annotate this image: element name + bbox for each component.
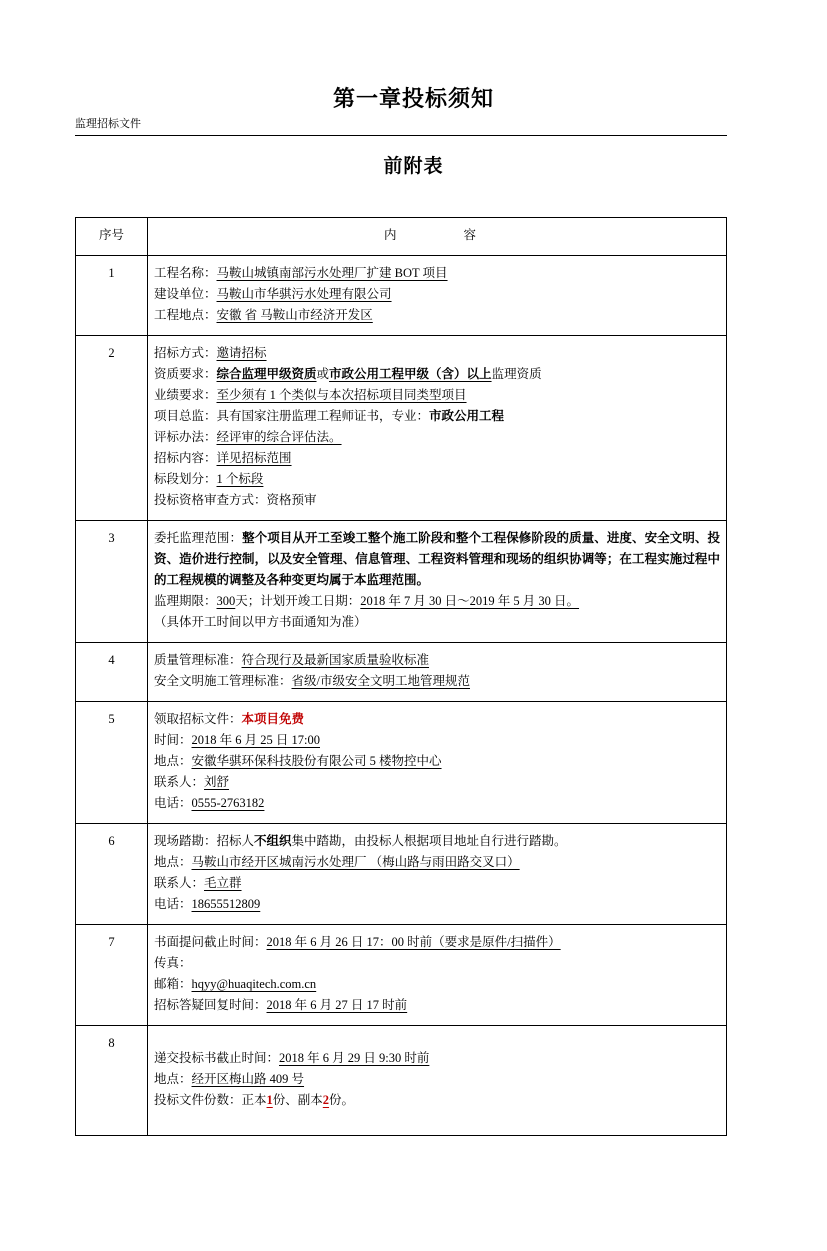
site-visit-phone-line [154, 894, 720, 915]
column-header-no: 序号 [76, 218, 148, 256]
page-subtitle: 前附表 [383, 156, 444, 177]
site-visit-contact-label: 联系人： [154, 876, 205, 890]
document-fee-value: 本项目免费 [241, 712, 305, 726]
supervision-period-value: 300 [216, 594, 236, 608]
column-header-content: 内 容 [148, 218, 727, 256]
row-content [148, 824, 727, 925]
qualification-value-a: 综合监理甲级资质 [216, 367, 317, 381]
chief-engineer-label: 项目总监： [154, 409, 217, 423]
scope-text: 整个项目从开工至竣工整个施工阶段和整个工程保修阶段的质量、进度、安全文明、投资、造价进行控制，以及安全管理、信息管理、工程资料管理和现场的组织协调等；在工程实施过程中的工程规模的调整及各种变更均属于本监理范围。 [154, 531, 720, 587]
table-row [76, 643, 727, 702]
site-visit-contact-line [154, 873, 720, 894]
safety-standard-line [154, 671, 720, 692]
quality-standard-line [154, 650, 720, 671]
evaluation-method-value: 经评审的综合评估法。 [216, 430, 342, 444]
site-visit-phone-label: 电话： [154, 897, 192, 911]
bid-method-label: 招标方式： [154, 346, 217, 360]
bid-notice-table [75, 217, 727, 1136]
supervision-date-value: 2018 年 7 月 30 日～2019 年 5 月 30 日。 [360, 594, 580, 608]
email-value: hqyy@huaqitech.com.cn [191, 977, 317, 991]
bid-content-line [154, 448, 720, 469]
row-content [148, 702, 727, 824]
answer-time-line [154, 995, 720, 1016]
pickup-contact-label: 联系人： [154, 775, 205, 789]
pickup-time-label: 时间： [154, 733, 192, 747]
document-page [0, 82, 827, 1251]
copies-duplicate-label: 份、副本 [272, 1093, 323, 1107]
safety-standard-label: 安全文明施工管理标准： [154, 674, 292, 688]
performance-label: 业绩要求： [154, 388, 217, 402]
table-row [76, 336, 727, 521]
row-content [148, 1026, 727, 1136]
row-number: 4 [76, 643, 148, 702]
row-content [148, 643, 727, 702]
prequalification-line [154, 490, 720, 511]
owner-label: 建设单位： [154, 287, 217, 301]
question-deadline-line [154, 932, 720, 953]
row-number: 6 [76, 824, 148, 925]
table-row [76, 925, 727, 1026]
owner-line [154, 284, 720, 305]
chief-engineer-value: 具有国家注册监理工程师证书，专业： [216, 409, 430, 423]
site-visit-label: 现场踏勘： [154, 834, 217, 848]
pickup-time-value: 2018 年 6 月 25 日 17:00 [191, 733, 320, 747]
performance-value: 至少须有 1 个类似与本次招标项目同类型项目 [216, 388, 467, 402]
pickup-place-line [154, 751, 720, 772]
email-line [154, 974, 720, 995]
quality-standard-label: 质量管理标准： [154, 653, 242, 667]
pickup-phone-label: 电话： [154, 796, 192, 810]
bid-content-label: 招标内容： [154, 451, 217, 465]
row-number: 3 [76, 521, 148, 643]
evaluation-method-line [154, 427, 720, 448]
site-visit-place-line [154, 852, 720, 873]
fax-line [154, 953, 720, 974]
row-content [148, 521, 727, 643]
answer-time-value: 2018 年 6 月 27 日 17 时前 [266, 998, 408, 1012]
location-value: 安徽 省 马鞍山市经济开发区 [216, 308, 373, 322]
chief-engineer-line [154, 406, 720, 427]
page-title: 第一章投标须知 [332, 86, 494, 111]
table-row [76, 702, 727, 824]
site-visit-phone-value: 18655512809 [191, 897, 261, 911]
table-row [76, 256, 727, 336]
owner-value: 马鞍山市华骐污水处理有限公司 [216, 287, 392, 301]
qualification-value-b: 市政公用工程甲级（含）以上 [329, 367, 492, 381]
section-division-value: 1 个标段 [216, 472, 264, 486]
scope-label: 委托监理范围： [154, 531, 243, 545]
supervision-period-mid: 天；计划开竣工日期： [235, 594, 361, 608]
site-visit-place-value: 马鞍山市经开区城南污水处理厂 （梅山路与雨田路交叉口） [191, 855, 520, 869]
location-line [154, 305, 720, 326]
section-division-label: 标段划分： [154, 472, 217, 486]
table-row [76, 521, 727, 643]
page-header: 监理招标文件 [75, 116, 727, 136]
fax-label: 传真： [154, 956, 192, 970]
copies-original-count: 1 [266, 1093, 273, 1107]
table-row [76, 1026, 727, 1136]
site-visit-value-a: 招标人 [216, 834, 255, 848]
project-name-line [154, 263, 720, 284]
copies-label: 投标文件份数： [154, 1093, 242, 1107]
site-visit-place-label: 地点： [154, 855, 192, 869]
email-label: 邮箱： [154, 977, 192, 991]
pickup-time-line [154, 730, 720, 751]
performance-line [154, 385, 720, 406]
pickup-contact-value: 刘舒 [204, 775, 230, 789]
supervision-period-line [154, 591, 720, 612]
submission-deadline-line [154, 1048, 720, 1069]
pickup-phone-line [154, 793, 720, 814]
pickup-contact-line [154, 772, 720, 793]
supervision-period-label: 监理期限： [154, 594, 217, 608]
bid-method-line [154, 343, 720, 364]
answer-time-label: 招标答疑回复时间： [154, 998, 267, 1012]
submission-place-value: 经开区梅山路 409 号 [191, 1072, 305, 1086]
submission-place-label: 地点： [154, 1072, 192, 1086]
scope-paragraph [154, 528, 720, 591]
row-number: 7 [76, 925, 148, 1026]
location-label: 工程地点： [154, 308, 217, 322]
table-header-row [76, 218, 727, 256]
copies-suffix: 份。 [329, 1093, 355, 1107]
pickup-phone-value: 0555-2763182 [191, 796, 265, 810]
qualification-suffix: 监理资质 [491, 367, 542, 381]
qualification-line [154, 364, 720, 385]
document-fee-label: 领取招标文件： [154, 712, 242, 726]
chief-engineer-major: 市政公用工程 [429, 409, 505, 423]
evaluation-method-label: 评标办法： [154, 430, 217, 444]
bid-content-value: 详见招标范围 [216, 451, 292, 465]
submission-place-line [154, 1069, 720, 1090]
site-visit-line [154, 831, 720, 852]
section-division-line [154, 469, 720, 490]
safety-standard-value: 省级/市级安全文明工地管理规范 [291, 674, 470, 688]
submission-deadline-label: 递交投标书截止时间： [154, 1051, 280, 1065]
row-number: 1 [76, 256, 148, 336]
copies-duplicate-count: 2 [322, 1093, 330, 1107]
prequalification-label: 投标资格审查方式： [154, 493, 267, 507]
bid-method-value: 邀请招标 [216, 346, 267, 360]
qualification-conj: 或 [316, 367, 330, 381]
site-visit-contact-value: 毛立群 [204, 876, 242, 890]
row-number: 8 [76, 1026, 148, 1136]
quality-standard-value: 符合现行及最新国家质量验收标准 [241, 653, 430, 667]
project-name-value: 马鞍山城镇南部污水处理厂扩建 BOT 项目 [216, 266, 448, 280]
row-number: 5 [76, 702, 148, 824]
question-deadline-label: 书面提问截止时间： [154, 935, 267, 949]
project-name-label: 工程名称： [154, 266, 217, 280]
copies-original-label: 正本 [241, 1093, 267, 1107]
question-deadline-value: 2018 年 6 月 26 日 17：00 时前（要求是原件/扫描件） [266, 935, 561, 949]
row-content [148, 336, 727, 521]
copies-line [154, 1090, 720, 1111]
document-fee-line [154, 709, 720, 730]
row-number: 2 [76, 336, 148, 521]
qualification-label: 资质要求： [154, 367, 217, 381]
site-visit-value-b: 集中踏勘，由投标人根据项目地址自行进行踏勘。 [291, 834, 567, 848]
supervision-note: （具体开工时间以甲方书面通知为准） [154, 615, 367, 629]
table-row [76, 824, 727, 925]
prequalification-value: 资格预审 [266, 493, 317, 507]
row-content [148, 256, 727, 336]
pickup-place-value: 安徽华骐环保科技股份有限公司 5 楼物控中心 [191, 754, 442, 768]
site-visit-emphasis: 不组织 [254, 834, 292, 848]
submission-deadline-value: 2018 年 6 月 29 日 9:30 时前 [279, 1051, 430, 1065]
pickup-place-label: 地点： [154, 754, 192, 768]
row-content [148, 925, 727, 1026]
